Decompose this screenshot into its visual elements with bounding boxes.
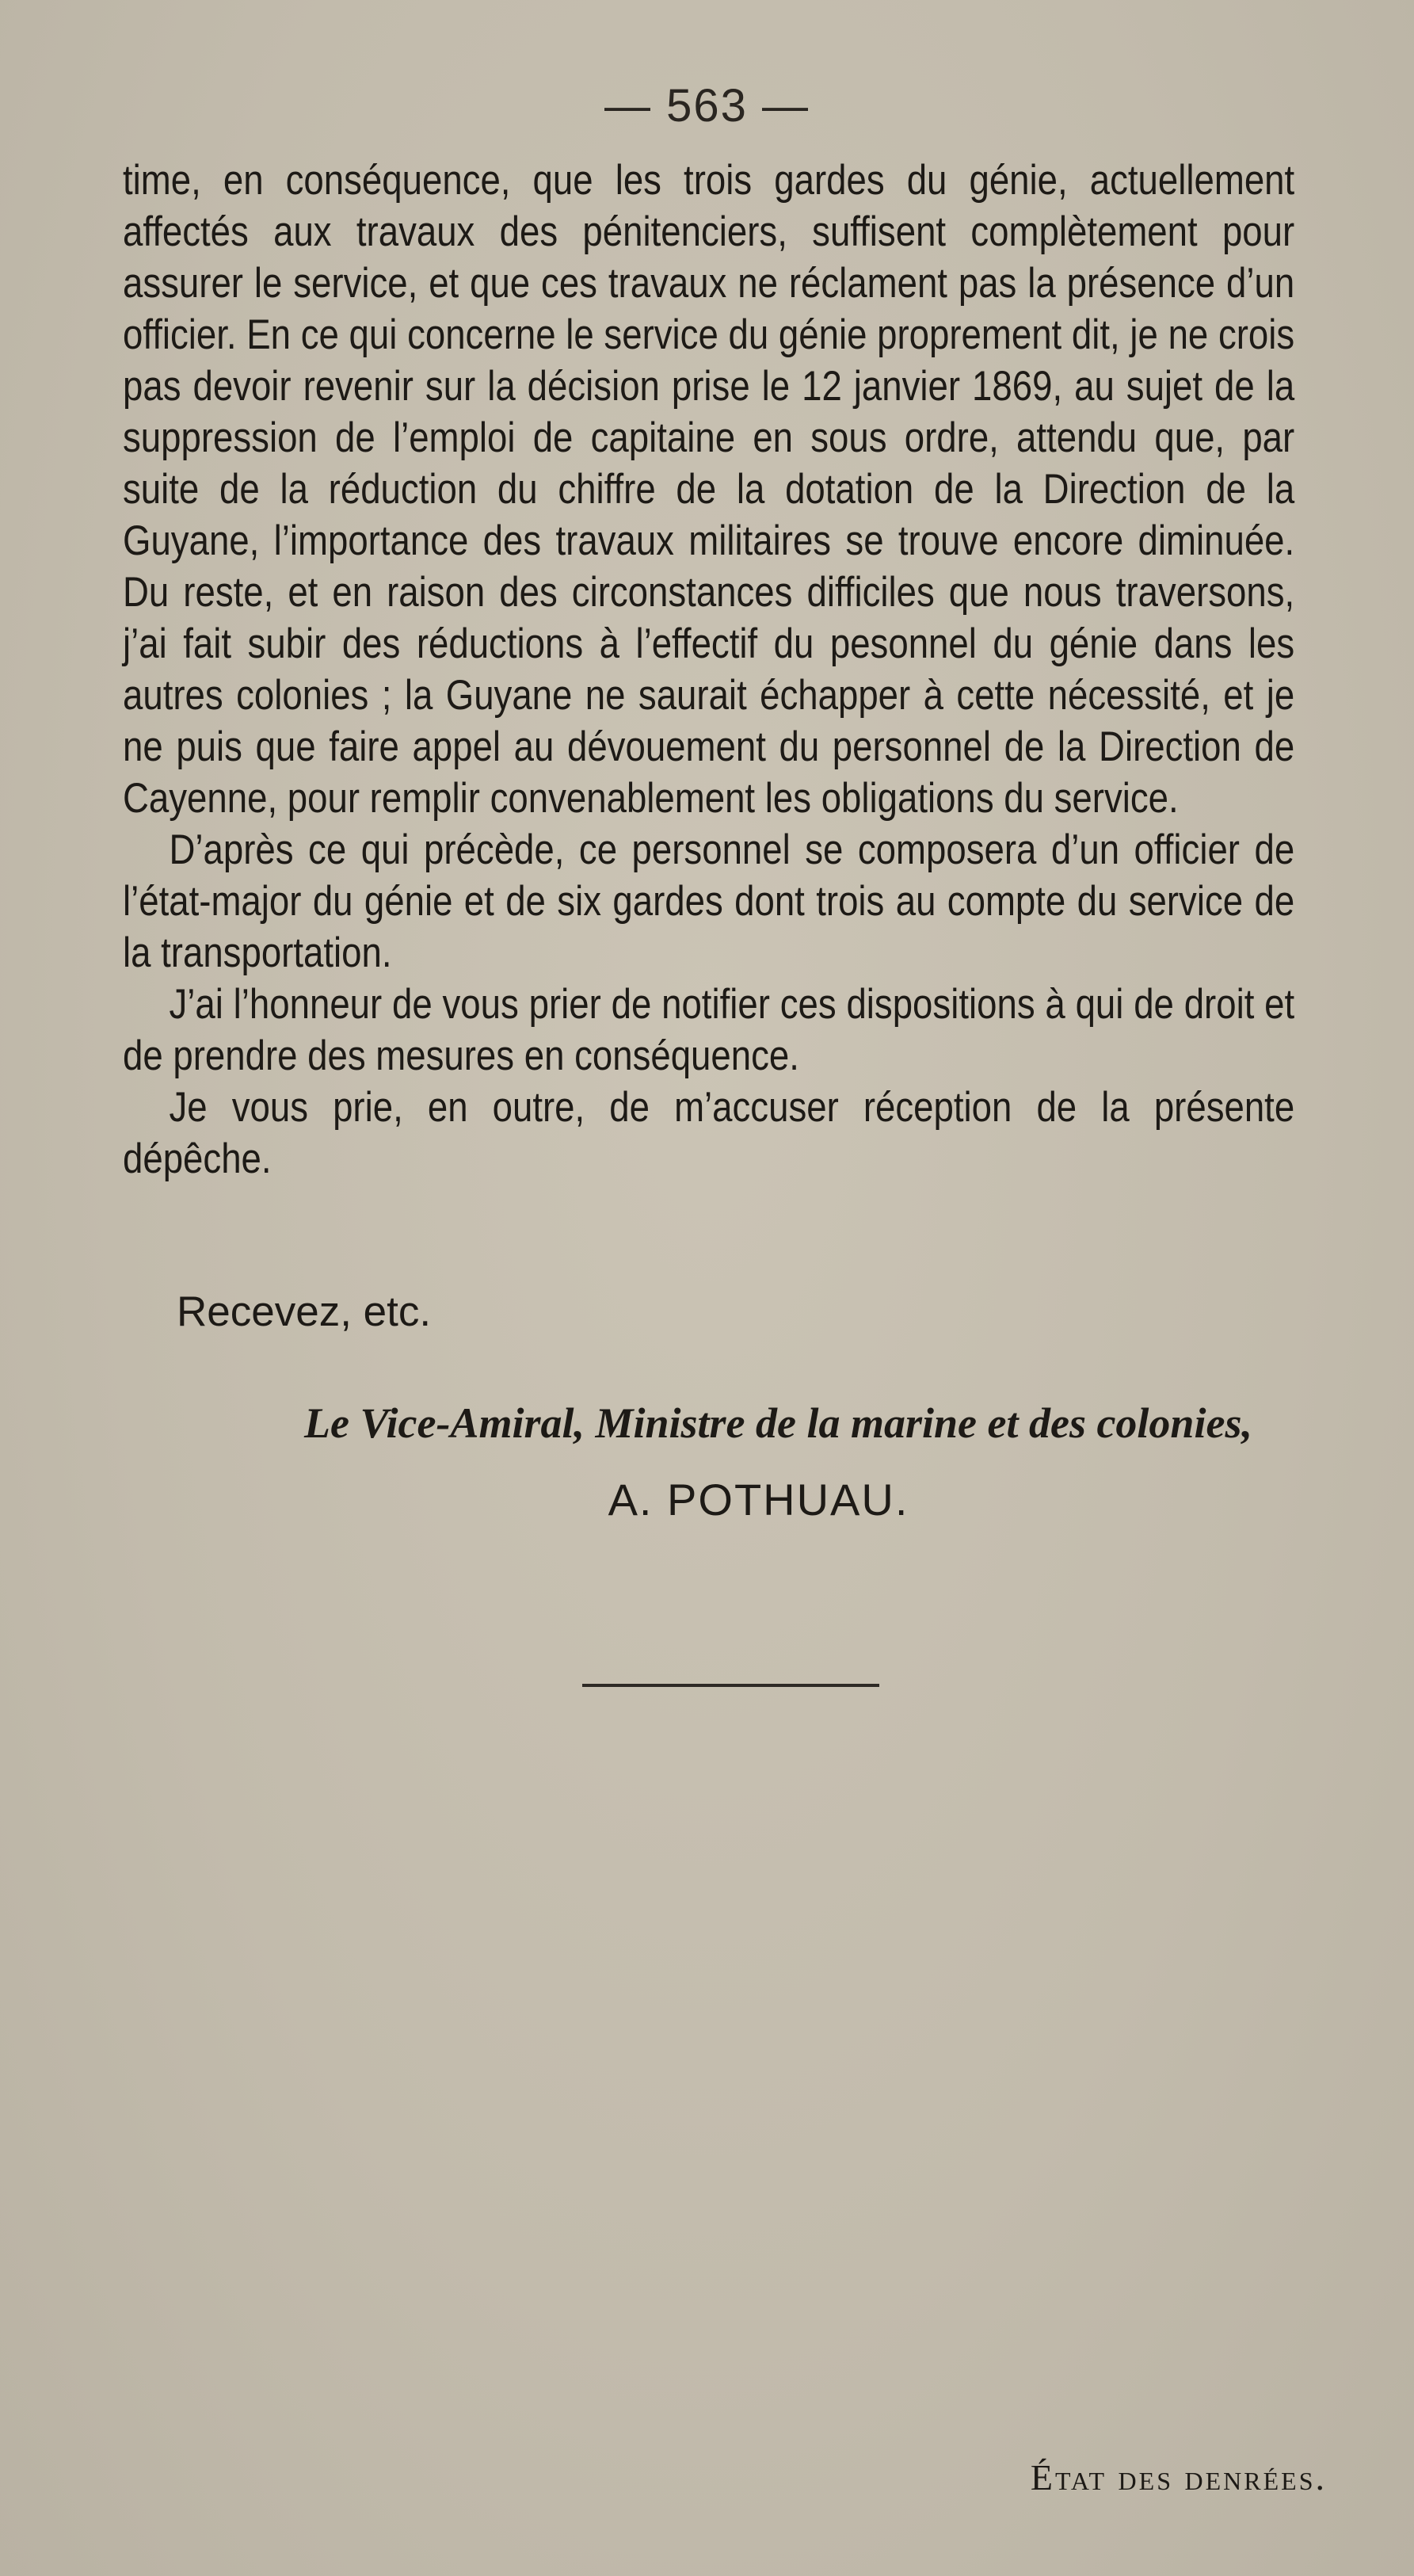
catchword: État des denrées.	[1030, 2457, 1327, 2498]
letter-body	[123, 155, 1294, 1185]
paragraph-notify: J’ai l’honneur de vous prier de notifier ces dispositions à qui de droit et de prendre des mesures en conséquence.	[123, 981, 1295, 1079]
paragraph-acknowledge: Je vous prie, en outre, de m’accuser réception de la présente dépêche.	[123, 1084, 1295, 1182]
closing-formula: Recevez, etc.	[177, 1288, 432, 1335]
paragraph-continuation: time, en conséquence, que les trois gardes du génie, actuellement affectés aux travaux des pénitenciers, suffisent complètement pour assurer le service, et que ces travaux ne réclament pas la présence d’un officier. En ce qui concerne le service du génie proprement dit, je ne crois pas devoir revenir sur la décision prise le 12 janvier 1869, au sujet de la suppression de l’emploi de capitaine en sous ordre, attendu que, par suite de la réduction du chiffre de la dotation de la Direction de la Guyane, l’importance des travaux militaires se trouve encore diminuée. Du reste, et en raison des circonstances difficiles que nous traversons, j’ai fait subir des réductions à l’effectif du pesonnel du génie dans les autres colonies ; la Guyane ne saurait échapper à cette nécessité, et je ne puis que faire appel au dévouement du personnel de la Direction de Cayenne, pour remplir convenablement les obligations du service.	[123, 157, 1295, 822]
separator-rule	[582, 1684, 879, 1687]
page-number: — 563 —	[604, 80, 810, 132]
signature-title: Le Vice-Amiral, Ministre de la marine et des colonies,	[304, 1399, 1252, 1447]
paragraph-personnel: D’après ce qui précède, ce personnel se composera d’un officier de l’état-major du génie et de six gardes dont trois au compte du service de la transportation.	[123, 826, 1295, 976]
signature-name: A. POTHUAU.	[608, 1475, 909, 1525]
